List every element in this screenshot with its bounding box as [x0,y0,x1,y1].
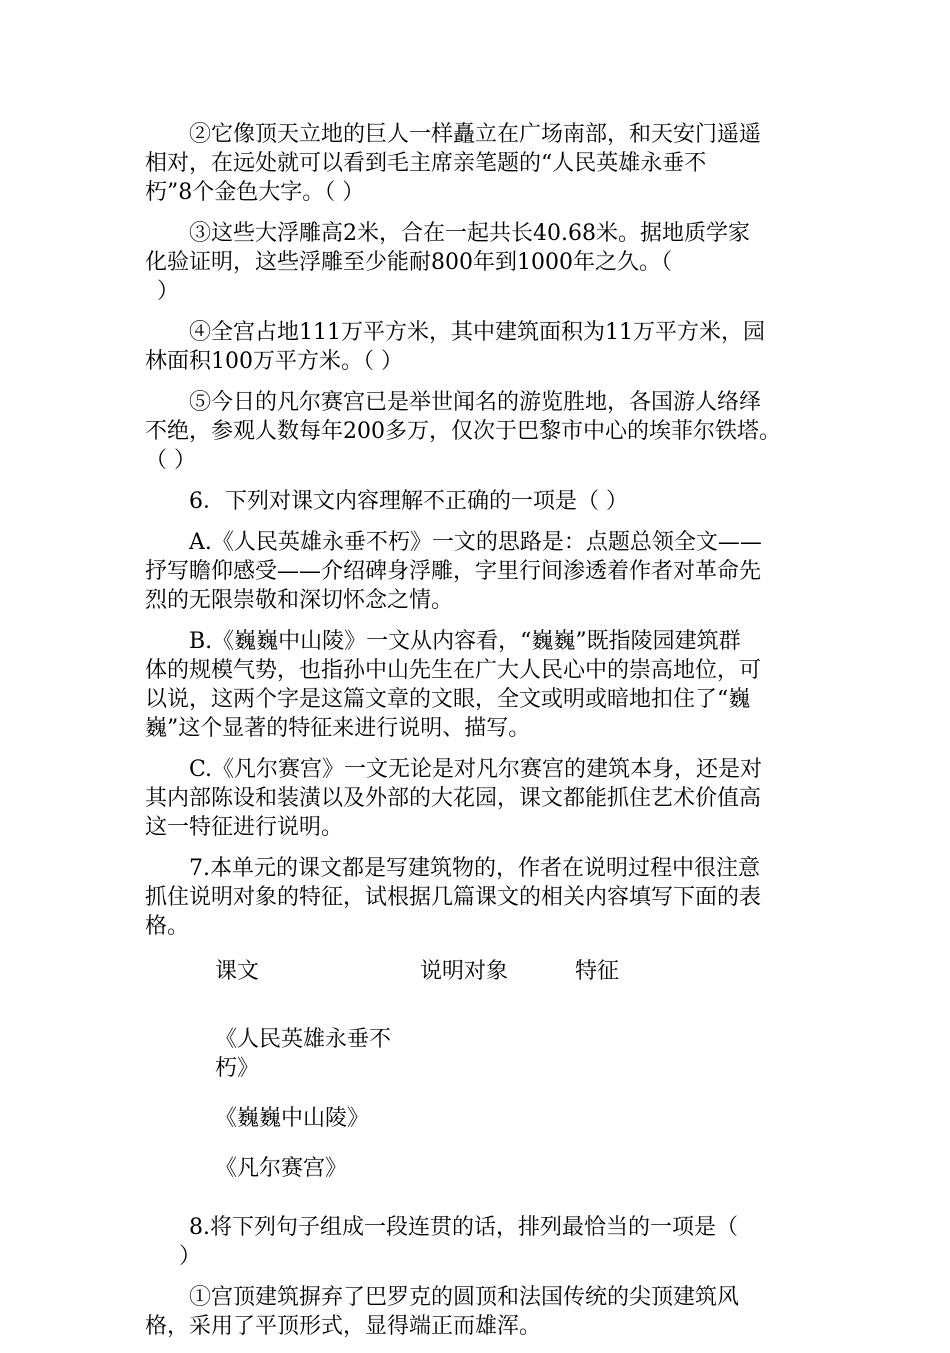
text-line: （ ） [145,448,196,473]
text-line: ⑤今日的凡尔赛宫已是举世闻名的游览胜地，各国游人络绎 [189,390,762,415]
text-line: 化验证明，这些浮雕至少能耐800年到1000年之久。（ [145,250,672,275]
text-line: 体的规模气势，也指孙中山先生在广大人民心中的崇高地位，可 [145,658,762,683]
text-line: 烈的无限崇敬和深切怀念之情。 [145,588,454,613]
text-line: 不绝，参观人数每年200多万，仅次于巴黎市中心的埃菲尔铁塔。 [145,419,781,444]
text-line: B.《巍巍中山陵》一文从内容看，“巍巍”既指陵园建筑群 [189,629,741,654]
option-c [145,755,810,842]
table-cell: 《巍巍中山陵》 [215,1106,370,1131]
option-b [145,627,810,743]
question-7 [145,854,810,941]
text-line: ①宫顶建筑摒弃了巴罗克的圆顶和法国传统的尖顶建筑风 [189,1285,740,1310]
paragraph-item-3 [145,219,810,306]
text-line: ④全宫占地111万平方米，其中建筑面积为11万平方米，园 [189,320,765,345]
table-row [145,1025,810,1083]
document-page [145,120,810,1353]
text-line: 抒写瞻仰感受——介绍碑身浮雕，字里行间渗透着作者对革命先 [145,559,762,584]
table-header-cell: 特征 [575,959,620,984]
text-line: 6．下列对课文内容理解不正确的一项是（ ） [189,489,628,514]
text-line: ） [157,279,180,304]
text-line: ②它像顶天立地的巨人一样矗立在广场南部，和天安门遥遥 [189,122,762,147]
text-line: 林面积100万平方米。（ ） [145,349,403,374]
text-line: ） [179,1244,202,1269]
text-line: 巍”这个显著的特征来进行说明、描写。 [145,716,531,741]
text-line: 8.将下列句子组成一段连贯的话，排列最恰当的一项是（ [189,1215,738,1240]
table-row [145,1104,810,1133]
text-line: A.《人民英雄永垂不朽》一文的思路是：点题总领全文—— [189,530,762,555]
text-line: 格，采用了平顶形式，显得端正而雄浑。 [145,1314,542,1339]
table-header-cell: 说明对象 [420,959,509,984]
sentence-item-1 [145,1283,810,1341]
text-line: 朽”8个金色大字。（ ） [145,180,365,205]
text-line: 格。 [145,914,190,939]
text-line: 这一特征进行说明。 [145,815,344,840]
text-line: 抓住说明对象的特征，试根据几篇课文的相关内容填写下面的表 [145,885,762,910]
paragraph-item-5 [145,388,810,475]
text-line: 其内部陈设和装潢以及外部的大花园，课文都能抓住艺术价值高 [145,786,762,811]
text-line: 7.本单元的课文都是写建筑物的，作者在说明过程中很注意 [189,856,760,881]
table-cell: 朽》 [215,1056,260,1081]
paragraph-item-2 [145,120,810,207]
text-line: ③这些大浮雕高2米，合在一起共长40.68米。据地质学家 [189,221,750,246]
paragraph-item-4 [145,318,810,376]
option-a [145,528,810,615]
question-6 [145,487,810,516]
table-row [145,1154,810,1183]
text-line: C.《凡尔赛宫》一文无论是对凡尔赛宫的建筑本身，还是对 [189,757,763,782]
text-line: 相对，在远处就可以看到毛主席亲笔题的“人民英雄永垂不 [145,151,707,176]
question-8 [145,1213,810,1271]
table-cell: 《凡尔赛宫》 [215,1156,348,1181]
table-header-row [145,957,810,986]
table-cell: 《人民英雄永垂不 [215,1027,392,1052]
table-header-cell: 课文 [215,959,260,984]
fill-in-table [145,957,810,1181]
text-line: 以说，这两个字是这篇文章的文眼，全文或明或暗地扣住了“巍 [145,687,751,712]
